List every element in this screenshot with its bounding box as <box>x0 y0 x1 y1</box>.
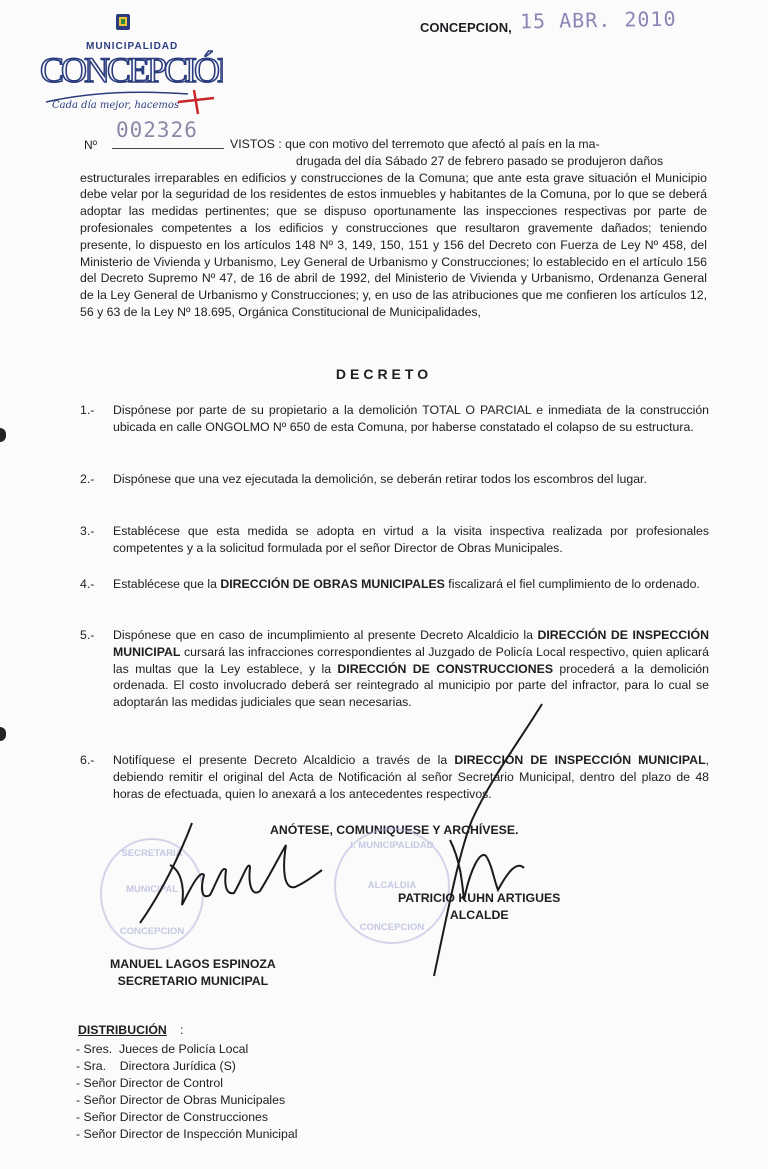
decree-item-6 <box>80 752 709 802</box>
decree-number-label: Nº <box>84 138 98 152</box>
date-stamp: 15 ABR. 2010 <box>519 6 677 34</box>
mayor-name: PATRICIO KUHN ARTIGUES <box>398 891 561 905</box>
decree-item-1 <box>80 402 709 436</box>
bold-department: DIRECCIÓN DE INSPECCIÓN MUNICIPAL <box>113 628 709 659</box>
list-item: - Señor Director de Control <box>76 1076 223 1090</box>
bold-department: DIRECCIÓN DE INSPECCIÓN MUNICIPAL <box>454 753 706 767</box>
vistos-paragraph <box>80 136 707 321</box>
decree-number-value: 002326 <box>116 118 198 142</box>
list-item: - Sra. Directora Jurídica (S) <box>76 1059 236 1073</box>
distribution-colon: : <box>180 1023 184 1037</box>
item-text: Establécese que la DIRECCIÓN DE OBRAS MUNICIPALES fiscalizará el fiel cumplimiento de lo ordenado. <box>113 577 700 591</box>
vistos-line-2: drugada del día Sábado 27 de febrero pasado se produjeron daños <box>296 153 664 168</box>
list-item: - Señor Director de Inspección Municipal <box>76 1127 298 1141</box>
secretary-signature-block <box>110 956 276 990</box>
punch-hole <box>0 428 6 442</box>
list-item: - Señor Director de Obras Municipales <box>76 1093 286 1107</box>
decree-item-2 <box>80 471 709 488</box>
item-number: 6.- <box>80 753 95 767</box>
item-text: Dispónese que una vez ejecutada la demolición, se deberán retirar todos los escombros del lugar. <box>113 472 647 486</box>
item-number: 1.- <box>80 403 95 417</box>
decree-item-3 <box>80 523 709 557</box>
mayor-seal: I. MUNICIPALIDAD ALCALDIA CONCEPCION <box>334 828 450 944</box>
list-item: - Señor Director de Construcciones <box>76 1110 269 1124</box>
logo-graphic <box>38 12 223 122</box>
item-number: 2.- <box>80 472 95 486</box>
item-text: Dispónese por parte de su propietario a la demolición TOTAL O PARCIAL e inmediata de la construcción ubicada en calle ONGOLMO Nº 650 de esta Comuna, por haberse constatado el colapso de su estructura. <box>113 403 709 434</box>
logo-name-text: CONCEPCIÓN <box>40 50 223 90</box>
logo-slogan-text: Cada día mejor, hacemos <box>52 100 180 111</box>
punch-hole <box>0 727 6 741</box>
logo-top-text: MUNICIPALIDAD <box>86 41 179 52</box>
item-number: 4.- <box>80 577 95 591</box>
item-text: Dispónese que en caso de incumplimiento al presente Decreto Alcaldicio la DIRECCIÓN DE INSPECCIÓN MUNICIPAL cursará las infracciones correspondientes al Juzgado de Policía Local respectivo, quien aplicará las multas que la Ley establece, y la DIRECCIÓN DE CONSTRUCCIONES procederá a la demolición ordenada. El costo involucrado deberá ser reintegrado al municipio por parte del infractor, para lo cual se adoptarán las medidas judiciales que sean necesarias. <box>113 628 709 710</box>
item-text: Establécese que esta medida se adopta en virtud a la visita inspectiva realizada por profesionales competentes y a la solicitud formulada por el señor Director de Obras Municipales. <box>113 524 709 555</box>
bold-department: DIRECCIÓN DE CONSTRUCCIONES <box>337 661 554 676</box>
secretary-title: SECRETARIO MUNICIPAL <box>117 974 269 988</box>
distribution-title: DISTRIBUCIÓN <box>78 1023 167 1037</box>
mayor-title: ALCALDE <box>449 908 509 922</box>
distribution-list <box>76 1041 297 1143</box>
bold-department: DIRECCIÓN DE OBRAS MUNICIPALES <box>220 577 445 591</box>
vistos-line-1: VISTOS : que con motivo del terremoto que afectó al país en la ma- <box>230 137 600 151</box>
secretary-seal: SECRETARIA MUNICIPAL CONCEPCION <box>100 838 204 950</box>
item-number: 3.- <box>80 524 95 538</box>
secretary-name: MANUEL LAGOS ESPINOZA <box>110 957 276 971</box>
item-text: Notifíquese el presente Decreto Alcaldicio a través de la DIRECCIÓN DE INSPECCIÓN MUNICIPAL, debiendo remitir el original del Acta de Notificación al señor Secretario Municipal, dentro del plazo de 48 horas de efectuada, quien lo anexará a los antecedentes respectivos. <box>113 753 709 801</box>
mayor-signature-block <box>398 890 560 924</box>
vistos-body: estructurales irreparables en edificios y construcciones de la Comuna; que ante esta grave situación el Municipio debe velar por la seguridad de los residentes de estos inmuebles y habitantes de la Comuna, por lo que se deberá adoptar las medidas pertinentes; que se dispuso oportunamente las inspecciones respectivas por parte de profesionales competentes a los edificios y construcciones que resultaron gravemente dañados; teniendo presente, lo dispuesto en los artículos 148 Nº 3, 149, 150, 151 y 156 del Decreto con Fuerza de Ley Nº 458, del Ministerio de Vivienda y Urbanismo, Ley General de Urbanismo y Construcciones; lo establecido en el artículo 156 del Decreto Supremo Nº 47, de 16 de abril de 1992, del Ministerio de Vivienda y Urbanismo, Ordenanza General de la Ley General de Urbanismo y Construcciones; y, en uso de las atribuciones que me confieren los artículos 12, 56 y 63 de la Ley Nº 18.695, Orgánica Constitucional de Municipalidades, <box>80 170 707 319</box>
closing-phrase: ANÓTESE, COMUNIQUESE Y ARCHÍVESE. <box>270 823 519 837</box>
decree-item-4 <box>80 576 709 593</box>
list-item: - Sres. Jueces de Policía Local <box>76 1042 249 1056</box>
municipality-logo <box>38 12 223 122</box>
decree-item-5 <box>80 627 709 711</box>
decreto-heading: DECRETO <box>335 366 433 382</box>
item-number: 5.- <box>80 628 95 642</box>
city-label: CONCEPCION, <box>420 20 512 35</box>
